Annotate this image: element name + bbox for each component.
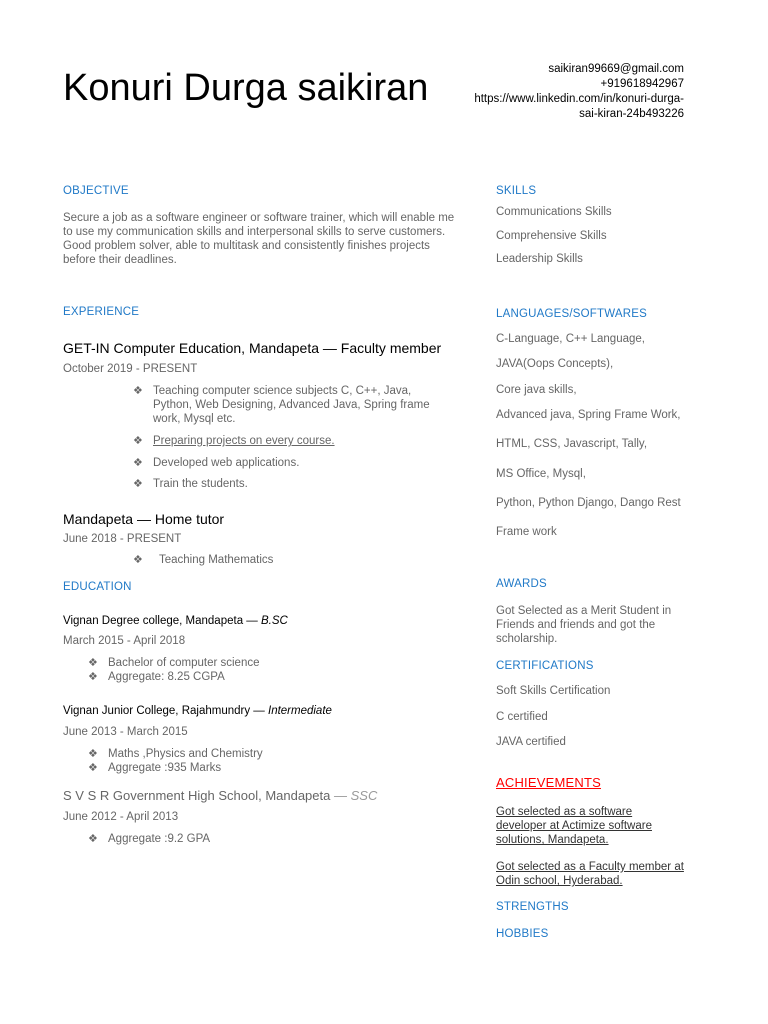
- school-name: Vignan Junior College, Rajahmundry: [63, 705, 251, 717]
- objective-text: Secure a job as a software engineer or software trainer, which will enable me to use my communication skills and interpersonal skills to serve customers. Good problem solver, able to multitask and consistently finishes projects before their deadlines.: [63, 212, 455, 266]
- school-date: June 2013 - March 2015: [63, 726, 188, 738]
- separator: —: [250, 705, 268, 717]
- diamond-bullet-icon: ❖: [133, 435, 143, 447]
- school-name: Vignan Degree college, Mandapeta: [63, 615, 244, 627]
- achievement-item: Got selected as a software developer at Actimize software solutions, Mandapeta.: [496, 806, 652, 846]
- diamond-bullet-icon: ❖: [133, 457, 143, 469]
- linkedin-url: https://www.linkedin.com/in/konuri-durga-sai-kiran-24b493226: [474, 93, 684, 120]
- email-text: saikiran99669@gmail.com: [548, 63, 684, 75]
- language-item: Python, Python Django, Dango Rest: [496, 497, 681, 509]
- school-bullets: [88, 656, 388, 684]
- skill-item: Communications Skills: [496, 206, 612, 218]
- education-heading: EDUCATION: [63, 581, 132, 593]
- separator: —: [243, 615, 261, 627]
- school-bullets: [88, 832, 388, 846]
- job-date: June 2018 - PRESENT: [63, 533, 182, 545]
- diamond-bullet-icon: ❖: [88, 671, 98, 683]
- school-title: [63, 615, 288, 627]
- contact-block: [470, 62, 684, 122]
- list-item: [133, 434, 453, 448]
- list-item: [88, 832, 388, 846]
- awards-text: Got Selected as a Merit Student in Friends and friends and got the scholarship.: [496, 605, 672, 645]
- language-item: HTML, CSS, Javascript, Tally,: [496, 438, 648, 450]
- language-item: MS Office, Mysql,: [496, 468, 586, 480]
- diamond-bullet-icon: ❖: [88, 762, 98, 774]
- bullet-text: Aggregate: 8.25 CGPA: [108, 671, 225, 683]
- achievement-item: Got selected as a Faculty member at Odin school, Hyderabad.: [496, 861, 684, 887]
- bullet-text: Bachelor of computer science: [108, 657, 260, 669]
- bullet-text: Aggregate :935 Marks: [108, 762, 222, 774]
- degree: Intermediate: [268, 705, 332, 717]
- language-item: Advanced java, Spring Frame Work,: [496, 409, 681, 421]
- hobbies-heading: HOBBIES: [496, 928, 549, 940]
- list-item: [133, 477, 453, 491]
- language-item: C-Language, C++ Language,: [496, 333, 645, 345]
- certifications-heading: CERTIFICATIONS: [496, 660, 594, 672]
- list-item: [88, 761, 388, 775]
- certification-item: Soft Skills Certification: [496, 685, 611, 697]
- school-name: S V S R Government High School, Mandapeta: [63, 788, 331, 803]
- awards-heading: AWARDS: [496, 578, 547, 590]
- phone-text: +919618942967: [600, 78, 684, 90]
- job-title: GET-IN Computer Education, Mandapeta — Faculty member: [63, 340, 442, 356]
- skill-item: Leadership Skills: [496, 253, 583, 265]
- diamond-bullet-icon: ❖: [133, 554, 143, 566]
- skill-item: Comprehensive Skills: [496, 230, 607, 242]
- languages-heading: LANGUAGES/SOFTWARES: [496, 308, 647, 320]
- language-item: JAVA(Oops Concepts),: [496, 358, 614, 370]
- language-item: Frame work: [496, 526, 557, 538]
- objective-heading: OBJECTIVE: [63, 185, 129, 197]
- job-date: October 2019 - PRESENT: [63, 363, 198, 375]
- job-bullets: [133, 384, 453, 491]
- diamond-bullet-icon: ❖: [88, 657, 98, 669]
- list-item: [133, 553, 453, 567]
- school-date: March 2015 - April 2018: [63, 635, 186, 647]
- experience-heading: EXPERIENCE: [63, 306, 140, 318]
- school-bullets: [88, 747, 388, 775]
- list-item: [88, 670, 388, 684]
- list-item: [133, 384, 453, 426]
- certification-item: JAVA certified: [496, 736, 566, 748]
- list-item: [88, 656, 388, 670]
- separator: —: [330, 788, 351, 803]
- achievements-heading: ACHIEVEMENTS: [496, 775, 601, 790]
- diamond-bullet-icon: ❖: [133, 478, 143, 490]
- school-title: [63, 705, 332, 717]
- job-title: Mandapeta — Home tutor: [63, 511, 225, 527]
- bullet-text: Preparing projects on every course.: [153, 435, 335, 447]
- bullet-text: Aggregate :9.2 GPA: [108, 833, 211, 845]
- diamond-bullet-icon: ❖: [133, 385, 143, 397]
- strengths-heading: STRENGTHS: [496, 901, 569, 913]
- list-item: [88, 747, 388, 761]
- school-title: [63, 788, 377, 803]
- bullet-text: Teaching computer science subjects C, C++, Java, Python, Web Designing, Advanced Java, Spring frame work, Mysql etc.: [153, 385, 430, 425]
- bullet-text: Maths ,Physics and Chemistry: [108, 748, 263, 760]
- school-date: June 2012 - April 2013: [63, 811, 179, 823]
- job-bullets: [133, 553, 453, 567]
- certification-item: C certified: [496, 711, 548, 723]
- language-item: Core java skills,: [496, 384, 577, 396]
- bullet-text: Teaching Mathematics: [159, 554, 274, 566]
- bullet-text: Developed web applications.: [153, 457, 300, 469]
- diamond-bullet-icon: ❖: [88, 833, 98, 845]
- list-item: [133, 456, 453, 470]
- diamond-bullet-icon: ❖: [88, 748, 98, 760]
- bullet-text: Train the students.: [153, 478, 248, 490]
- skills-heading: SKILLS: [496, 185, 537, 197]
- degree: SSC: [350, 788, 378, 803]
- degree: B.SC: [260, 615, 288, 627]
- candidate-name: Konuri Durga saikiran: [63, 67, 429, 109]
